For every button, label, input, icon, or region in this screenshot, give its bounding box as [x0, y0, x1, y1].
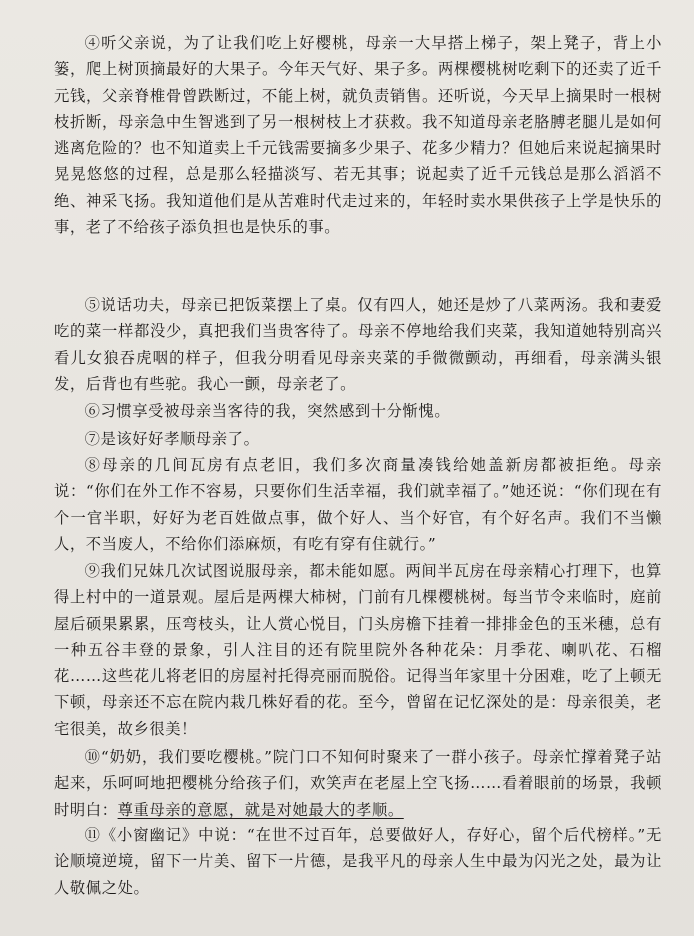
paragraph-10-text: ⑩“奶奶，我们要吃樱桃。”院门口不知何时聚来了一群小孩子。母亲忙撑着凳子站起来，乐呵呵地把樱桃分给孩子们，欢笑声在老屋上空飞扬……看着眼前的场景，我顿时明白： — [54, 748, 662, 819]
paragraph-11: ⑪《小窗幽记》中说：“在世不过百年，总要做好人，存好心，留个后代榜样。”无论顺境逆境，留下一片美、留下一片德，是我平凡的母亲人生中最为闪光之处，最为让人敬佩之处。 — [54, 826, 662, 897]
paragraph-7: ⑦是该好好孝顺母亲了。 — [84, 430, 260, 448]
paragraph-6: ⑥习惯享受被母亲当客待的我，突然感到十分惭愧。 — [84, 402, 451, 420]
paragraph-9: ⑨我们兄妹几次试图说服母亲，都未能如愿。两间半瓦房在母亲精心打理下，也算得上村中的一道景观。屋后是两棵大柿树，门前有几棵樱桃树。每当节令来临时，庭前屋后硕果累累，压弯枝头，让人赏心悦目，门头房檐下挂着一排排金色的玉米穗，总有一种五谷丰登的景象，引人注目的还有院里院外各种花朵：月季花、喇叭花、石榴花……这些花儿将老旧的房屋衬托得亮丽而脱俗。记得当年家里十分困难，吃了上顿无下顿，母亲还不忘在院内栽几株好看的花。至今，曾留在记忆深处的是：母亲很美，老宅很美，故乡很美！ — [54, 562, 662, 738]
paragraph-5: ⑤说话功夫，母亲已把饭菜摆上了桌。仅有四人，她还是炒了八菜两汤。我和妻爱吃的菜一样都没少，真把我们当贵客待了。母亲不停地给我们夹菜，我知道她特别高兴看儿女狼吞虎咽的样子，但我分明看见母亲夹菜的手微微颤动，再细看，母亲满头银发，后背也有些驼。我心一颤，母亲老了。 — [54, 296, 662, 393]
paragraph-4: ④听父亲说，为了让我们吃上好樱桃，母亲一大早搭上梯子，架上凳子，背上小篓，爬上树顶摘最好的大果子。今年天气好、果子多。两棵樱桃树吃剩下的还卖了近千元钱，父亲脊椎骨曾跌断过，不能上树，就负责销售。还听说，今天早上摘果时一根树枝折断，母亲急中生智逃到了另一根树枝上才获救。我不知道母亲老胳膊老腿儿是如何逃离危险的？也不知道卖上千元钱需要摘多少果子、花多少精力？但她后来说起摘果时晃晃悠悠的过程，总是那么轻描淡写、若无其事；说起卖了近千元钱总是那么滔滔不绝、神采飞扬。我知道他们是从苦难时代走过来的，年轻时卖水果供孩子上学是快乐的事，老了不给孩子添负担也是快乐的事。 — [54, 34, 662, 237]
underlined-sentence: 尊重母亲的意愿，就是对她最大的孝顺。 — [117, 800, 404, 819]
paragraph-10 — [54, 744, 662, 823]
paragraph-8: ⑧母亲的几间瓦房有点老旧，我们多次商量凑钱给她盖新房都被拒绝。母亲说：“你们在外工作不容易，只要你们生活幸福，我们就幸福了。”她还说：“你们现在有个一官半职，好好为老百姓做点事，做个好人、当个好官，有个好名声。我们不当懒人，不当废人，不给你们添麻烦，有吃有穿有住就行。” — [54, 456, 662, 553]
